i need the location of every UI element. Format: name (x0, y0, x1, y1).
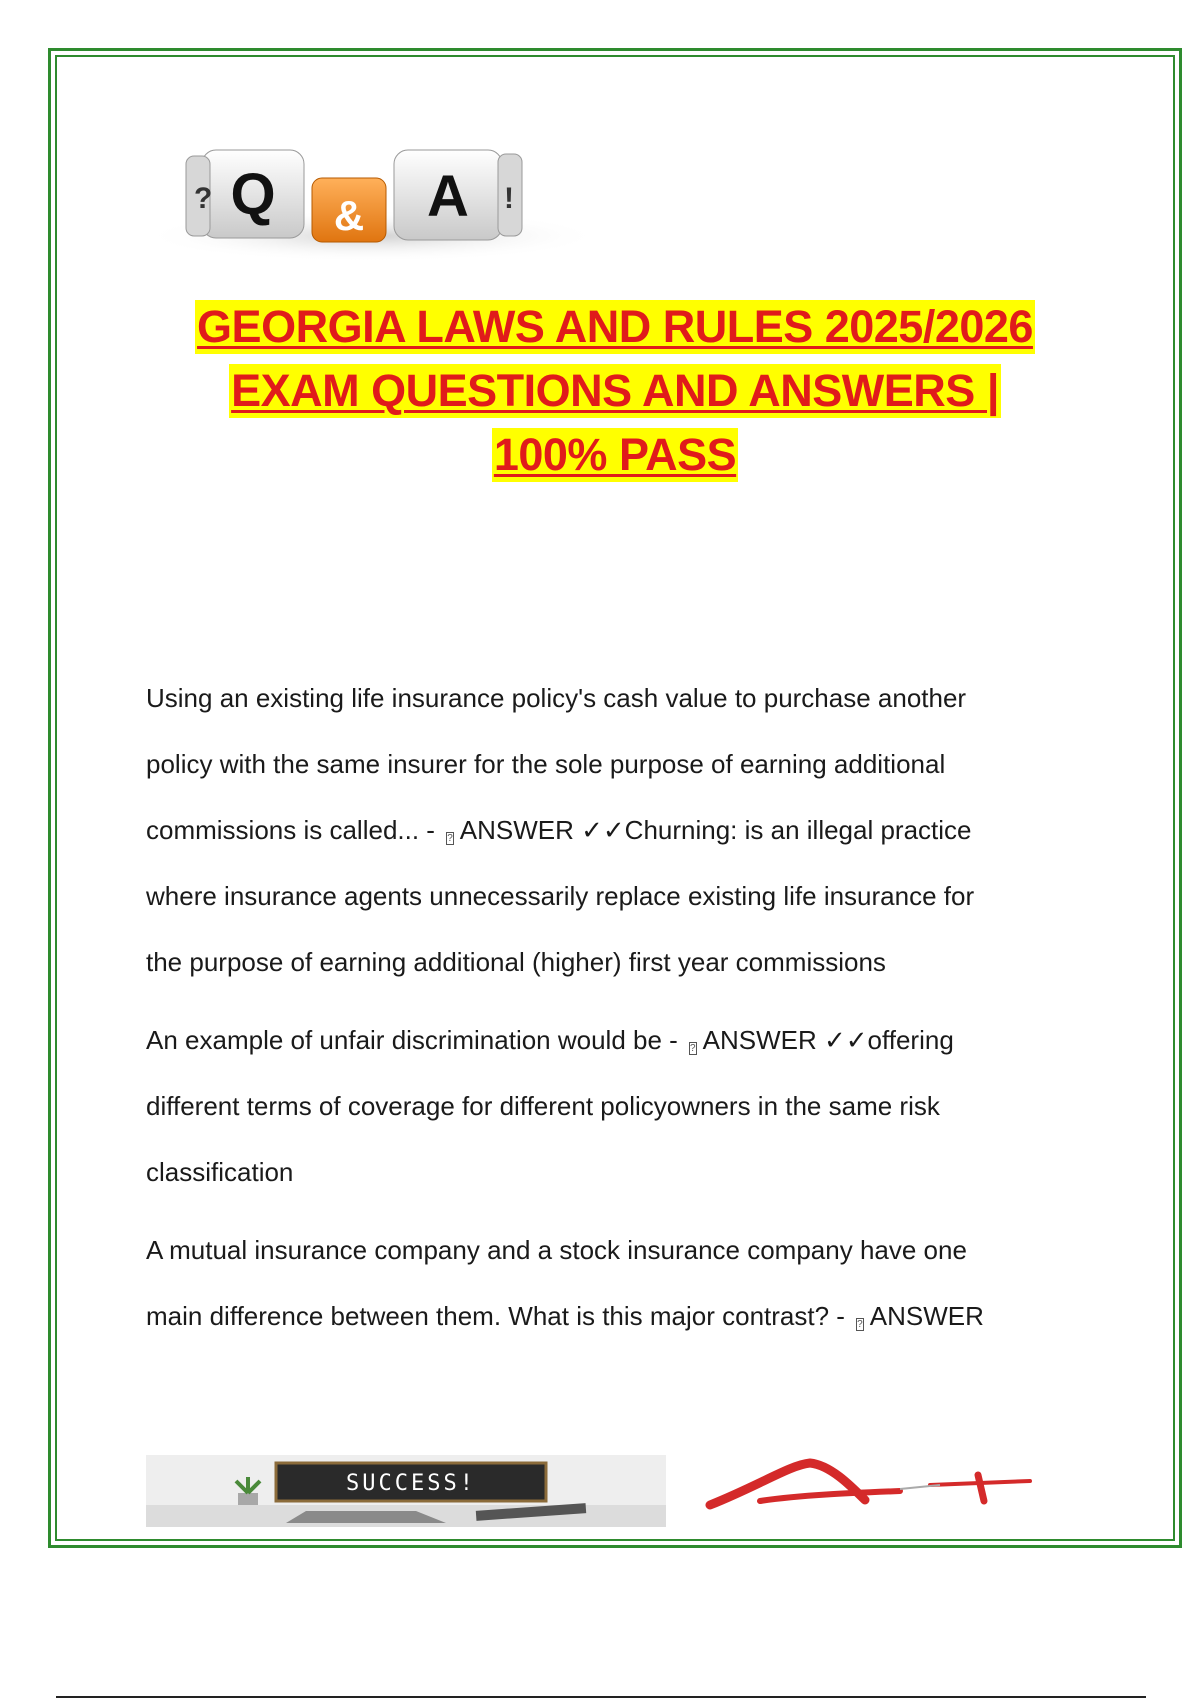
answer-marker-icon: ? (690, 1043, 696, 1054)
qa-line (146, 1007, 1076, 1073)
q-die (186, 150, 304, 238)
svg-text:?: ? (194, 182, 213, 215)
qa-line-head: commissions is called... - (146, 815, 443, 845)
qa-line: Using an existing life insurance policy's cash value to purchase another (146, 683, 967, 713)
qa-line (146, 797, 1076, 863)
document-title (120, 300, 1110, 492)
qa-line-head: An example of unfair discrimination would be - (146, 1025, 686, 1055)
qa-item-mutual-stock (146, 1217, 1076, 1349)
qa-line: the purpose of earning additional (higher) first year commissions (146, 947, 886, 977)
q-letter: Q (230, 162, 276, 227)
title-line-3: 100% PASS (493, 429, 737, 480)
qa-line-tail: ANSWER ✓✓offering (702, 1025, 954, 1055)
a-letter: A (427, 164, 469, 229)
qa-line: policy with the same insurer for the sole purpose of earning additional (146, 749, 946, 779)
qa-item-churning (146, 665, 1076, 995)
success-text: SUCCESS! (346, 1471, 476, 1496)
qa-item-discrimination (146, 1007, 1076, 1205)
qa-dice-logo (146, 108, 598, 268)
qa-line: classification (146, 1157, 294, 1187)
qa-line-head: main difference between them. What is this major contrast? - (146, 1301, 853, 1331)
ampersand-die (312, 178, 386, 242)
page-bottom-rule (56, 1696, 1146, 1698)
a-plus-grade-logo (700, 1455, 1040, 1527)
answer-marker-icon: ? (447, 833, 453, 844)
a-die (394, 150, 522, 240)
success-banner-image (146, 1455, 666, 1527)
qa-line-tail: ANSWER (869, 1301, 984, 1331)
qa-line: A mutual insurance company and a stock insurance company have one (146, 1235, 967, 1265)
answer-marker-icon: ? (857, 1319, 863, 1330)
ampersand-letter: & (333, 192, 365, 239)
title-line-1: GEORGIA LAWS AND RULES 2025/2026 (197, 301, 1033, 352)
svg-text:!: ! (504, 182, 514, 215)
qa-content (146, 665, 1076, 1361)
title-line-2: EXAM QUESTIONS AND ANSWERS | (231, 365, 999, 416)
qa-line: where insurance agents unnecessarily replace existing life insurance for (146, 881, 975, 911)
qa-line: different terms of coverage for different policyowners in the same risk (146, 1091, 940, 1121)
qa-line (146, 1283, 1076, 1349)
qa-line-tail: ANSWER ✓✓Churning: is an illegal practice (459, 815, 972, 845)
